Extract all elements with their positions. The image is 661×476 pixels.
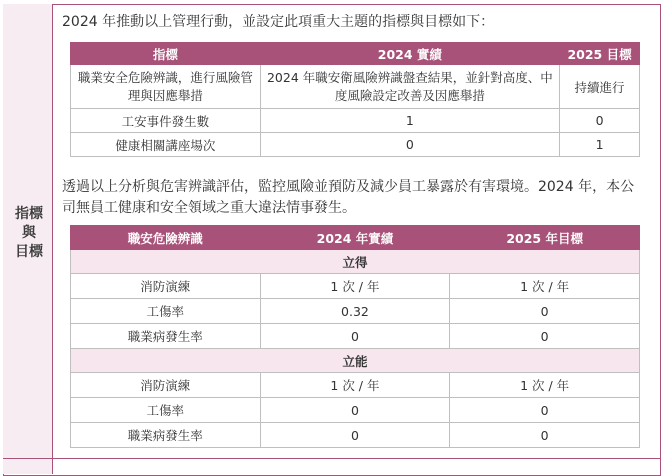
indicator-table <box>70 42 640 157</box>
table-row <box>71 109 640 133</box>
table-cell: 消防演練 <box>71 274 261 299</box>
table-cell: 1 次 / 年 <box>260 274 450 299</box>
table-row <box>71 398 640 423</box>
table-row <box>71 373 640 398</box>
table-cell: 職業安全危險辨識，進行風險管理與因應舉措 <box>71 65 261 109</box>
table-cell: 消防演練 <box>71 373 261 398</box>
side-label-char-1: 指標 <box>15 206 43 222</box>
table-cell: 0 <box>450 324 640 349</box>
table2-header-2024: 2024 年實績 <box>260 226 450 250</box>
table1-header-2025: 2025 目標 <box>560 43 640 65</box>
table-cell: 1 次 / 年 <box>450 274 640 299</box>
table-cell: 1 <box>560 133 640 157</box>
table-row <box>71 65 640 109</box>
table-cell: 1 <box>260 109 559 133</box>
table-cell: 工傷率 <box>71 398 261 423</box>
table-cell: 2024 年職安衛風險辨識盤查結果，並針對高度、中度風險設定改善及因應舉措 <box>260 65 559 109</box>
table-cell: 1 次 / 年 <box>450 373 640 398</box>
table-cell: 職業病發生率 <box>71 423 261 448</box>
table-cell: 0 <box>450 299 640 324</box>
table-row <box>71 324 640 349</box>
table-cell: 0 <box>450 423 640 448</box>
table2-header-hazard: 職安危險辨識 <box>71 226 261 250</box>
group-row <box>71 349 640 373</box>
table-cell: 0 <box>260 423 450 448</box>
table-row <box>71 299 640 324</box>
summary-paragraph: 透過以上分析與危害辨識評估，監控風險並預防及減少員工暴露於有害環境。2024 年，本公司無員工健康和安全領域之重大違法情事發生。 <box>62 179 635 216</box>
table-cell: 職業病發生率 <box>71 324 261 349</box>
table-cell: 健康相關講座場次 <box>71 133 261 157</box>
table-cell: 0 <box>260 398 450 423</box>
table-cell: 持續進行 <box>560 65 640 109</box>
group-row <box>71 250 640 274</box>
table-cell: 0 <box>260 324 450 349</box>
side-label-char-3: 目標 <box>15 244 43 260</box>
table-cell: 0 <box>560 109 640 133</box>
table1-header-2024: 2024 實績 <box>260 43 559 65</box>
table-cell: 0 <box>450 398 640 423</box>
bottom-divider <box>3 458 660 459</box>
hazard-table <box>70 225 640 448</box>
table-cell: 0.32 <box>260 299 450 324</box>
side-label <box>4 205 54 262</box>
table-cell: 工傷率 <box>71 299 261 324</box>
table1-header-indicator: 指標 <box>71 43 261 65</box>
intro-text: 2024 年推動以上管理行動，並設定此項重大主題的指標與目標如下： <box>62 14 495 30</box>
group-name: 立得 <box>71 250 640 274</box>
table-cell: 1 次 / 年 <box>260 373 450 398</box>
table-row <box>71 133 640 157</box>
table-row <box>71 274 640 299</box>
group-name: 立能 <box>71 349 640 373</box>
table-cell: 0 <box>260 133 559 157</box>
table-cell: 工安事件發生數 <box>71 109 261 133</box>
side-label-char-2: 與 <box>22 225 36 241</box>
table-row <box>71 423 640 448</box>
table2-header-2025: 2025 年目標 <box>450 226 640 250</box>
